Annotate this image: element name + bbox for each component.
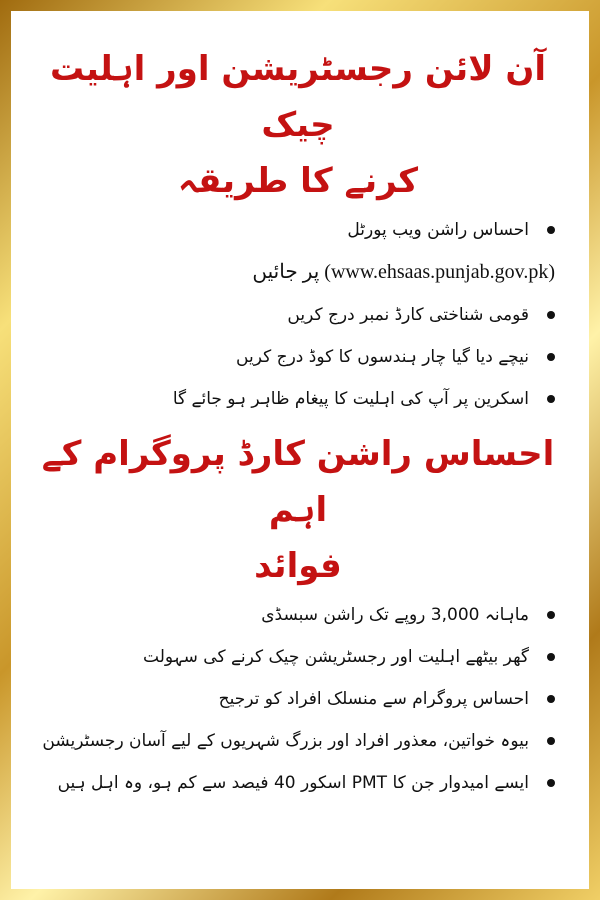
portal-url-text: (www.ehsaas.punjab.gov.pk) پر جائیں	[252, 261, 555, 283]
bullet-icon	[547, 353, 555, 361]
list-item	[41, 720, 555, 762]
bullet-icon	[547, 611, 555, 619]
list-item	[41, 209, 555, 251]
content-card	[11, 11, 589, 889]
bullet-icon	[547, 695, 555, 703]
list-item	[41, 294, 555, 336]
benefits-list	[41, 594, 555, 804]
section2-title-line2: فوائد	[254, 546, 342, 586]
section1-title	[41, 41, 555, 209]
list-item	[41, 336, 555, 378]
list-item	[41, 678, 555, 720]
list-item	[41, 251, 555, 294]
bullet-icon	[547, 737, 555, 745]
list-item-text: گھر بیٹھے اہلیت اور رجسٹریشن چیک کرنے کی سہولت	[143, 647, 529, 667]
section2-title-line1: احساس راشن کارڈ پروگرام کے اہم	[41, 434, 555, 530]
section1-title-line2: کرنے کا طریقہ	[177, 161, 419, 201]
list-item-text: اسکرین پر آپ کی اہلیت کا پیغام ظاہر ہو جائے گا	[172, 389, 529, 409]
bullet-icon	[547, 226, 555, 234]
list-item	[41, 762, 555, 804]
list-item-text: قومی شناختی کارڈ نمبر درج کریں	[287, 305, 529, 325]
section2-title	[41, 426, 555, 594]
list-item-text: ایسے امیدوار جن کا PMT اسکور 40 فیصد سے کم ہو، وہ اہل ہیں	[57, 773, 529, 793]
list-item	[41, 636, 555, 678]
section1-title-line1: آن لائن رجسٹریشن اور اہلیت چیک	[49, 49, 547, 145]
list-item	[41, 594, 555, 636]
list-item-text: احساس پروگرام سے منسلک افراد کو ترجیح	[218, 689, 529, 709]
list-item-text: بیوہ خواتین، معذور افراد اور بزرگ شہریوں کے لیے آسان رجسٹریشن	[42, 731, 529, 751]
bullet-icon	[547, 395, 555, 403]
list-item-text: نیچے دیا گیا چار ہندسوں کا کوڈ درج کریں	[236, 347, 529, 367]
list-item-text: احساس راشن ویب پورٹل	[347, 220, 529, 240]
list-item	[41, 378, 555, 420]
bullet-icon	[547, 311, 555, 319]
bullet-icon	[547, 779, 555, 787]
list-item-text: ماہانہ 3,000 روپے تک راشن سبسڈی	[261, 605, 529, 625]
bullet-icon	[547, 653, 555, 661]
registration-steps-list	[41, 209, 555, 420]
